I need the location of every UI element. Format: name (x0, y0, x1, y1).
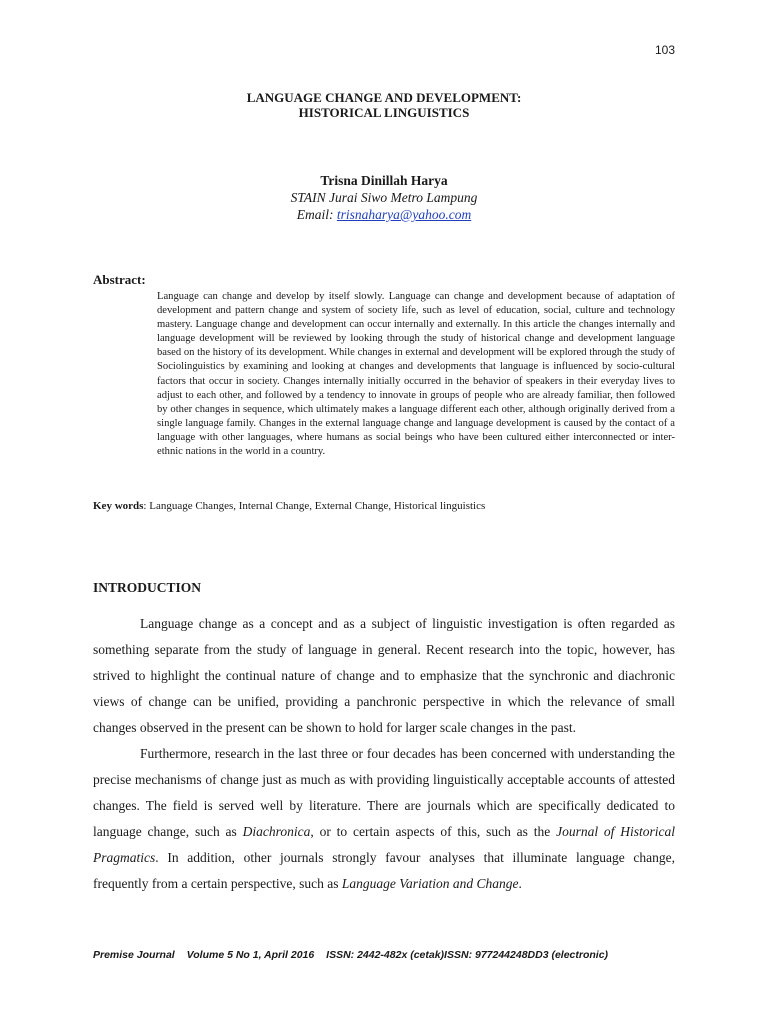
author-affiliation: STAIN Jurai Siwo Metro Lampung (290, 190, 478, 205)
paragraph-1: Language change as a concept and as a subject of linguistic investigation is often regarded as something separate from the study of language in general. Recent research into the topic, however, has strived to highlight the continual nature of change and to emphasize that the synchronic and diachronic views of change can be unified, providing a panchronic perspective in which the relevance of small changes observed in the present can be shown to hold for larger scale changes in the past. (93, 616, 675, 735)
footer (93, 949, 617, 961)
footer-volume: Volume 5 No 1, April 2016 (186, 949, 315, 961)
email-link[interactable]: trisnaharya@yahoo.com (336, 207, 472, 222)
journal-name-diachronica: Diachronica (242, 824, 311, 839)
abstract-heading: Abstract: (93, 272, 146, 287)
title-line-1: LANGUAGE CHANGE AND DEVELOPMENT: (246, 90, 522, 105)
title-line-2: HISTORICAL LINGUISTICS (298, 105, 470, 120)
paper-title (0, 90, 768, 120)
journal-name-language-variation: Language Variation and Change (341, 876, 519, 891)
introduction-heading: INTRODUCTION (93, 580, 202, 595)
page-number: 103 (654, 43, 675, 57)
email-label: Email: (296, 207, 337, 222)
paragraph-2 (93, 741, 675, 897)
paragraph-2-part-a: Furthermore, research in the last three or four decades has been concerned with understanding the precise mechanisms of change just as much as with providing linguistically acceptable accounts of attested changes. The field is served well by literature. There are journals which are specifically dedicated to language change, such as (93, 746, 675, 839)
paragraph-2-part-b: , or to certain aspects of this, such as the (310, 824, 557, 839)
keywords (93, 500, 693, 512)
author-email-line (0, 206, 768, 223)
keywords-label: Key words (93, 500, 144, 512)
journal-name-historical-pragmatics: Journal of Historical Pragmatics (93, 824, 675, 865)
footer-journal: Premise Journal (93, 949, 175, 961)
introduction-body (93, 611, 675, 897)
author-name: Trisna Dinillah Harya (320, 173, 448, 188)
abstract-text: Language can change and develop by itself slowly. Language can change and development because of adaptation of development and pattern change and system of society life, such as level of education, social, culture and technology mastery. Language change and development can occur internally and externally. In this article the changes internally and language development will be reviewed by looking through the study of historical change and development language based on the history of its development. While changes in external and development will be explored through the study of Sociolinguistics by examining and looking at changes and developments that language is influenced by socio-cultural factors that occur in society. Changes internally initially occurred in the behavior of speakers in their everyday lives to adjust to each other, and followed by a tendency to innovate in groups of people who are already familiar, then followed by other changes in sequence, which ultimately makes a language different each other, although originally derived from a single language family. Changes in the external language change and language development is caused by the contact of a language with other languages, where humans as social beings who have been cultured either interconnected or inter-ethnic nations in the world in a country. (157, 291, 675, 458)
footer-issn: ISSN: 2442-482x (cetak)ISSN: 977244248DD3 (electronic) (326, 949, 609, 961)
keywords-text: : Language Changes, Internal Change, External Change, Historical linguistics (143, 500, 486, 512)
paragraph-2-part-d: . (518, 876, 522, 891)
author-block (0, 172, 768, 223)
paragraph-2-part-c: . In addition, other journals strongly favour analyses that illuminate language change, frequently from a certain perspective, such as (93, 850, 675, 891)
